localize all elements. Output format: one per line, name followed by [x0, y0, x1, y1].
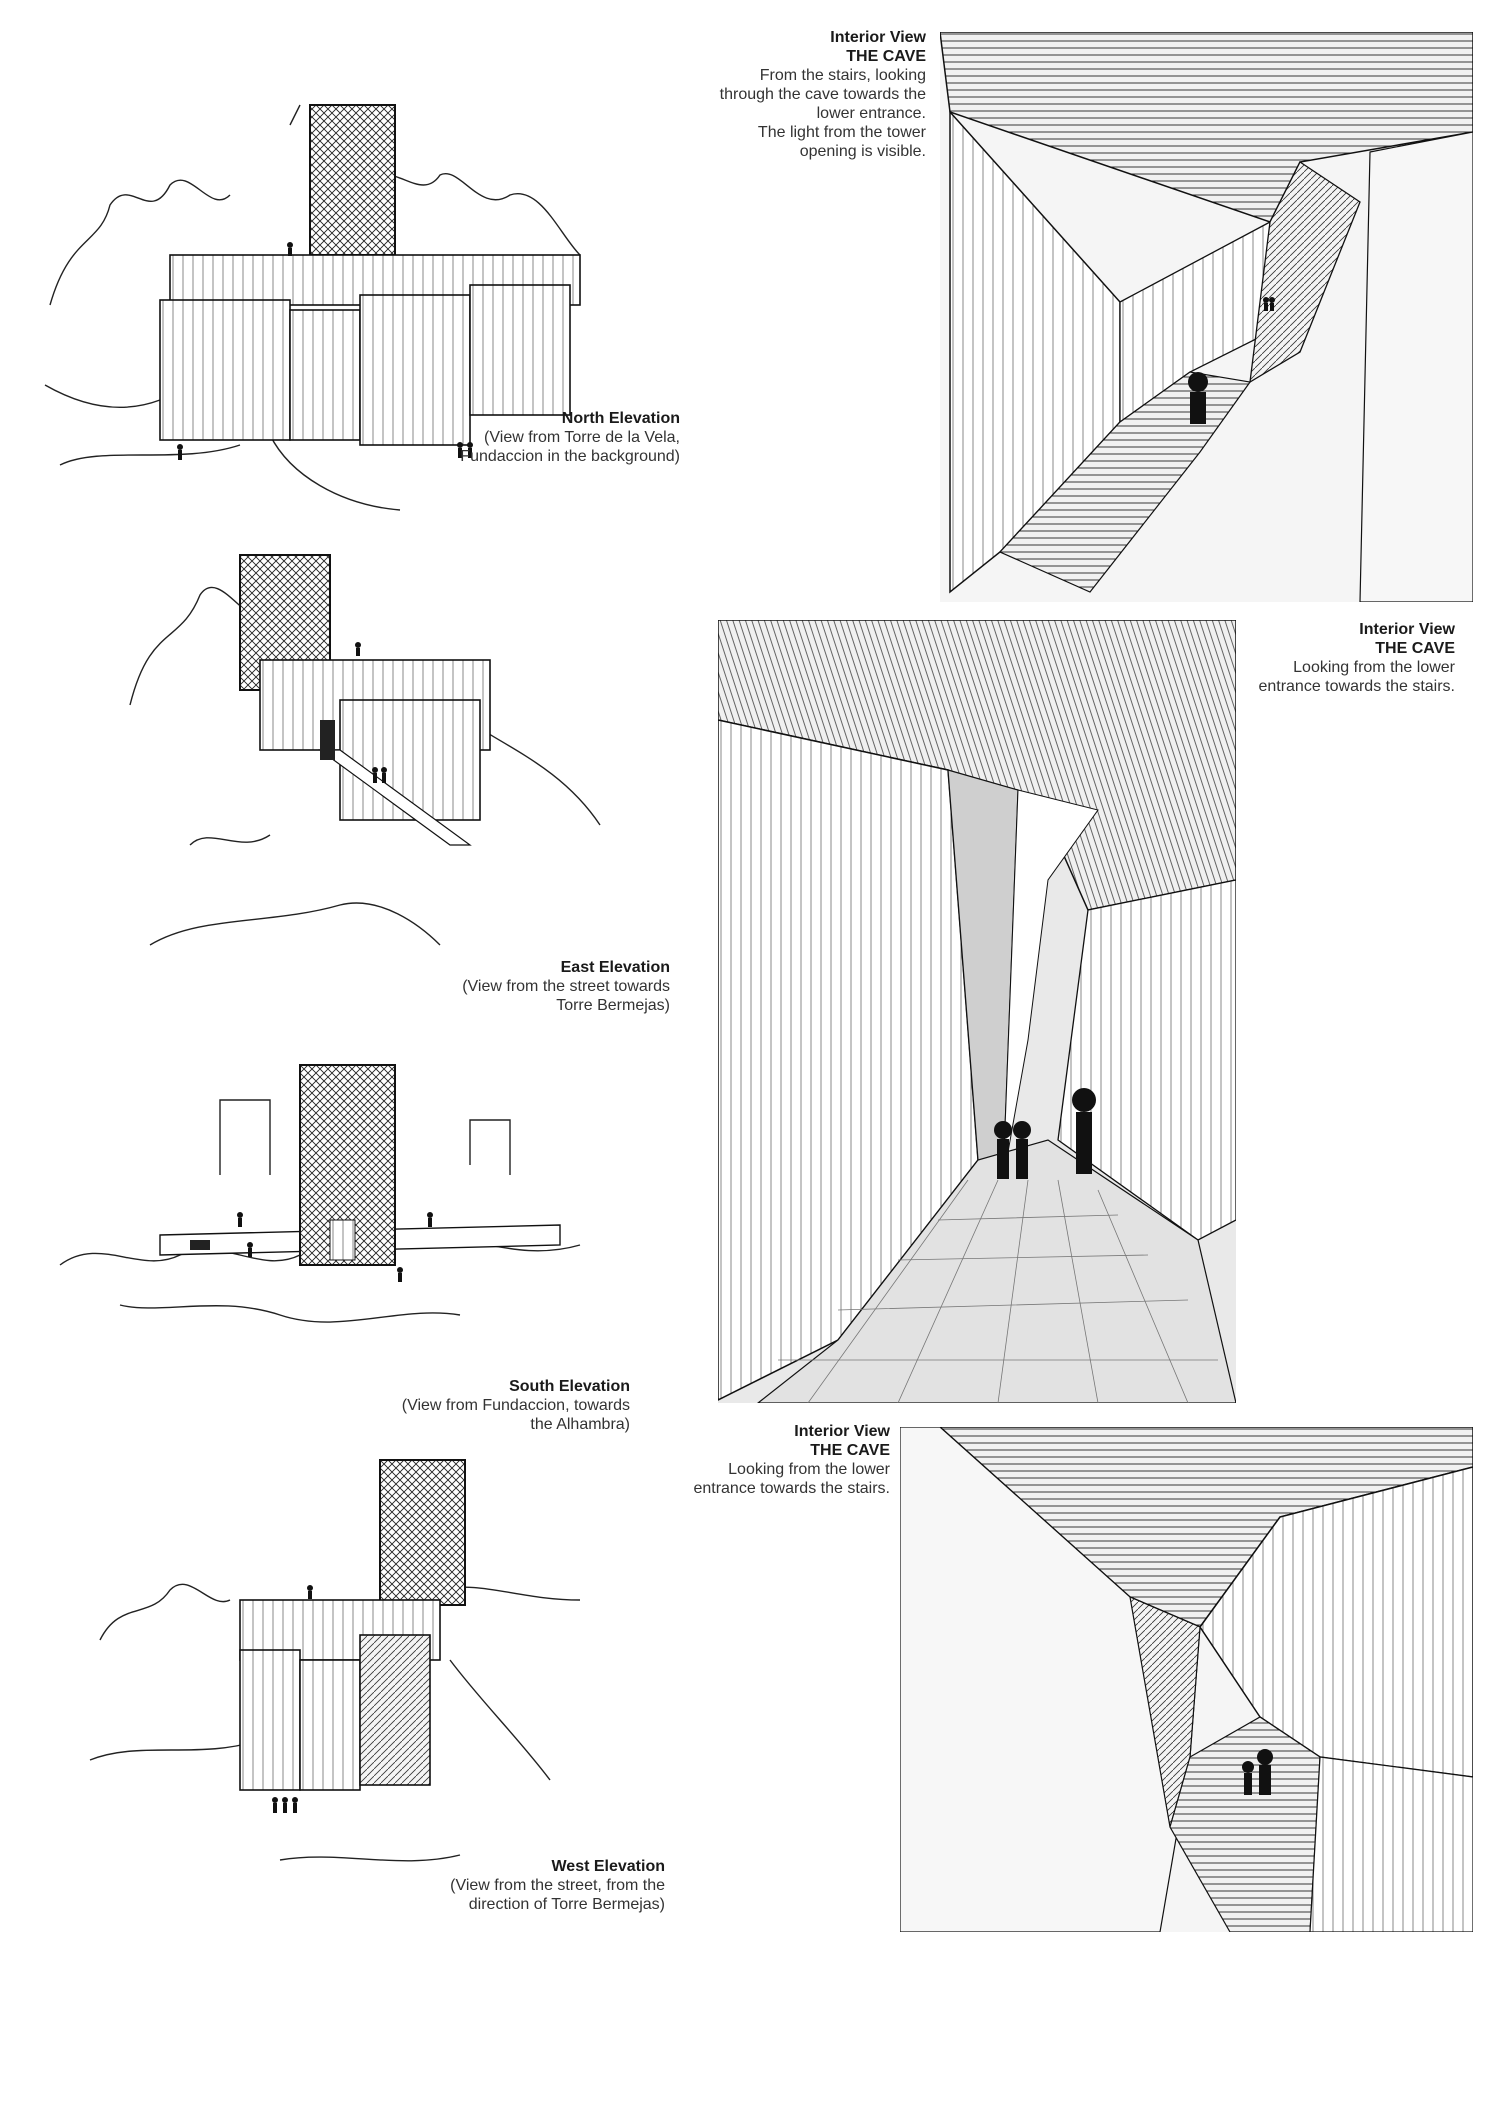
interior-caption-1	[690, 28, 926, 161]
south-elevation-title: South Elevation	[509, 1378, 630, 1395]
west-elevation-desc-1: (View from the street, from the	[450, 1877, 665, 1894]
south-elevation-sketch	[40, 1045, 610, 1375]
east-elevation-desc-2: Torre Bermejas)	[556, 997, 670, 1014]
interior-title-3: Interior View	[794, 1423, 890, 1440]
east-elevation-desc-1: (View from the street towards	[462, 978, 670, 995]
east-elevation-title: East Elevation	[560, 959, 670, 976]
interior-subtitle-1: THE CAVE	[846, 48, 926, 65]
west-elevation-title: West Elevation	[551, 1858, 665, 1875]
south-elevation-desc-2: the Alhambra)	[530, 1416, 630, 1433]
south-elevation-desc-1: (View from Fundaccion, towards	[401, 1397, 630, 1414]
interior-title-2: Interior View	[1359, 621, 1455, 638]
interior-caption-2	[1200, 620, 1455, 696]
interior-caption-3	[640, 1422, 890, 1498]
north-elevation-caption	[380, 409, 680, 466]
interior-desc-1-1: From the stairs, looking	[759, 67, 926, 84]
south-elevation-caption	[300, 1377, 630, 1434]
east-elevation-sketch	[120, 525, 620, 965]
interior-desc-1-4: The light from the tower	[757, 124, 926, 141]
interior-desc-2-1: Looking from the lower	[1293, 659, 1455, 676]
interior-desc-1-3: lower entrance.	[816, 105, 926, 122]
interior-desc-2-2: entrance towards the stairs.	[1258, 678, 1455, 695]
interior-subtitle-3: THE CAVE	[810, 1442, 890, 1459]
interior-desc-3-1: Looking from the lower	[728, 1461, 890, 1478]
interior-view-lower-entrance-painting	[718, 620, 1236, 1403]
west-elevation-desc-2: direction of Torre Bermejas)	[468, 1896, 665, 1913]
interior-desc-1-2: through the cave towards the	[719, 86, 926, 103]
east-elevation-caption	[380, 958, 670, 1015]
north-elevation-desc-2: Fundaccion in the background)	[460, 448, 680, 465]
west-elevation-caption	[330, 1857, 665, 1914]
interior-desc-3-2: entrance towards the stairs.	[693, 1480, 890, 1497]
west-elevation-sketch	[80, 1440, 640, 1880]
north-elevation-desc-1: (View from Torre de la Vela,	[484, 429, 680, 446]
interior-desc-1-5: opening is visible.	[799, 143, 926, 160]
north-elevation-title: North Elevation	[561, 410, 680, 427]
interior-subtitle-2: THE CAVE	[1375, 640, 1455, 657]
interior-view-lower-entrance-sketch	[900, 1427, 1473, 1932]
interior-view-stairs-sketch	[940, 32, 1473, 602]
interior-title-1: Interior View	[830, 29, 926, 46]
